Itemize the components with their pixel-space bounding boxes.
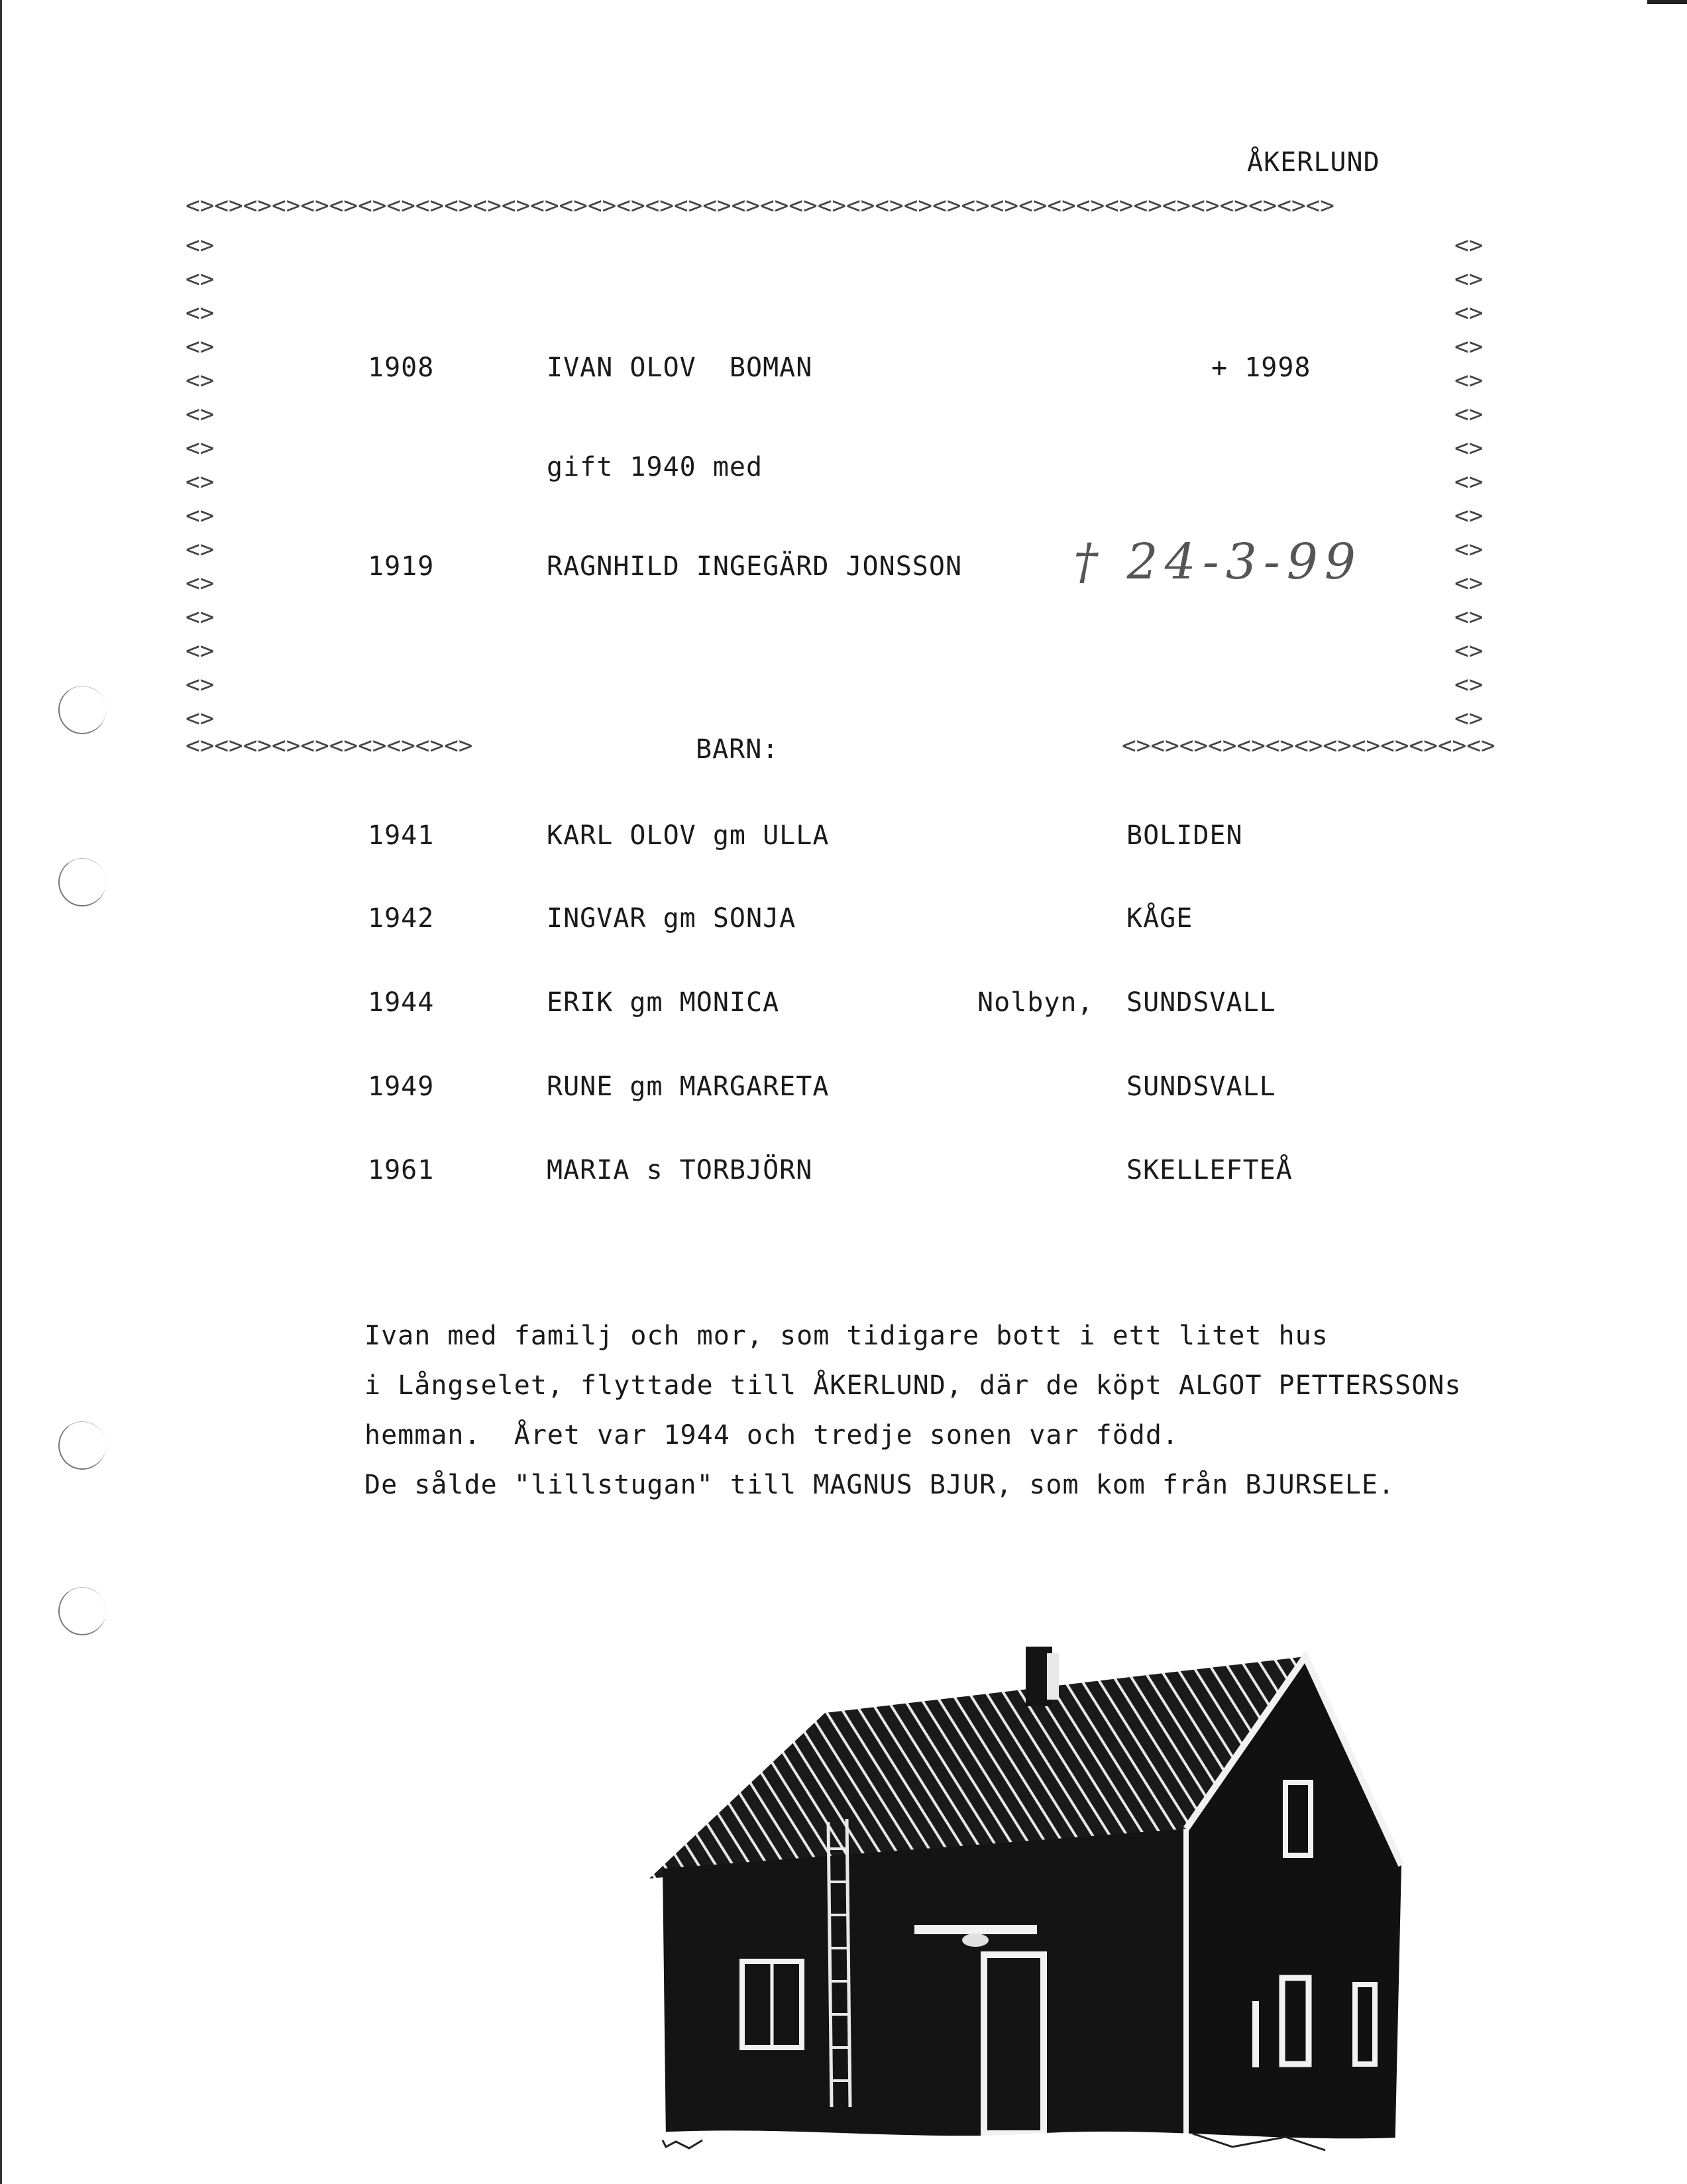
children-heading: BARN: xyxy=(696,734,779,765)
child-year: 1942 xyxy=(368,903,435,934)
husband-died: + 1998 xyxy=(1211,353,1311,383)
page-left-edge xyxy=(0,0,2,2184)
page-corner-mark xyxy=(1647,0,1687,4)
child-year: 1949 xyxy=(368,1071,435,1102)
child-name: KARL OLOV gm ULLA xyxy=(547,820,830,851)
punch-hole xyxy=(58,858,106,906)
child-name: INGVAR gm SONJA xyxy=(547,903,796,934)
house-photo xyxy=(636,1630,1418,2180)
page-header-place: ÅKERLUND xyxy=(1247,147,1380,178)
wife-born: 1919 xyxy=(368,551,435,582)
paragraph-line: De sålde "lillstugan" till MAGNUS BJUR, som kom från BJURSELE. xyxy=(364,1470,1395,1500)
paragraph-line: i Långselet, flyttade till ÅKERLUND, där de köpt ALGOT PETTERSSONs xyxy=(364,1370,1462,1401)
wife-name: RAGNHILD INGEGÄRD JONSSON xyxy=(547,551,963,582)
border-bottom-right: <><><><><><><><><><><><><> xyxy=(1122,732,1496,759)
border-left: <> <> <> <> <> <> <> <> <> <> <> <> <> <> <> xyxy=(186,232,215,732)
child-year: 1941 xyxy=(368,820,435,851)
border-bottom-left: <><><><><><><><><><> xyxy=(186,732,473,759)
border-top: <><><><><><><><><><><><><><><><><><><><><><><><><><><><><><><><><><><><><><><><> xyxy=(186,192,1334,219)
husband-born: 1908 xyxy=(368,353,435,383)
child-place: KÅGE xyxy=(1126,903,1193,934)
punch-hole xyxy=(58,686,106,734)
married-line: gift 1940 med xyxy=(547,452,763,482)
child-place: BOLIDEN xyxy=(1126,820,1243,851)
child-place: SKELLEFTEÅ xyxy=(1126,1155,1293,1185)
paragraph-line: hemman. Året var 1944 och tredje sonen var född. xyxy=(364,1420,1179,1450)
child-extra: Nolbyn, xyxy=(977,987,1094,1018)
child-name: ERIK gm MONICA xyxy=(547,987,780,1018)
child-year: 1961 xyxy=(368,1155,435,1185)
punch-hole xyxy=(58,1421,106,1470)
husband-name: IVAN OLOV BOMAN xyxy=(547,353,813,383)
wife-died-handwritten: † 24-3-99 xyxy=(1073,533,1362,590)
child-place: SUNDSVALL xyxy=(1126,1071,1276,1102)
child-place: SUNDSVALL xyxy=(1126,987,1276,1018)
child-year: 1944 xyxy=(368,987,435,1018)
punch-hole xyxy=(58,1587,106,1635)
border-right: <> <> <> <> <> <> <> <> <> <> <> <> <> <> <> xyxy=(1454,232,1484,732)
child-name: MARIA s TORBJÖRN xyxy=(547,1155,813,1185)
child-name: RUNE gm MARGARETA xyxy=(547,1071,830,1102)
paragraph-line: Ivan med familj och mor, som tidigare bott i ett litet hus xyxy=(364,1321,1329,1351)
